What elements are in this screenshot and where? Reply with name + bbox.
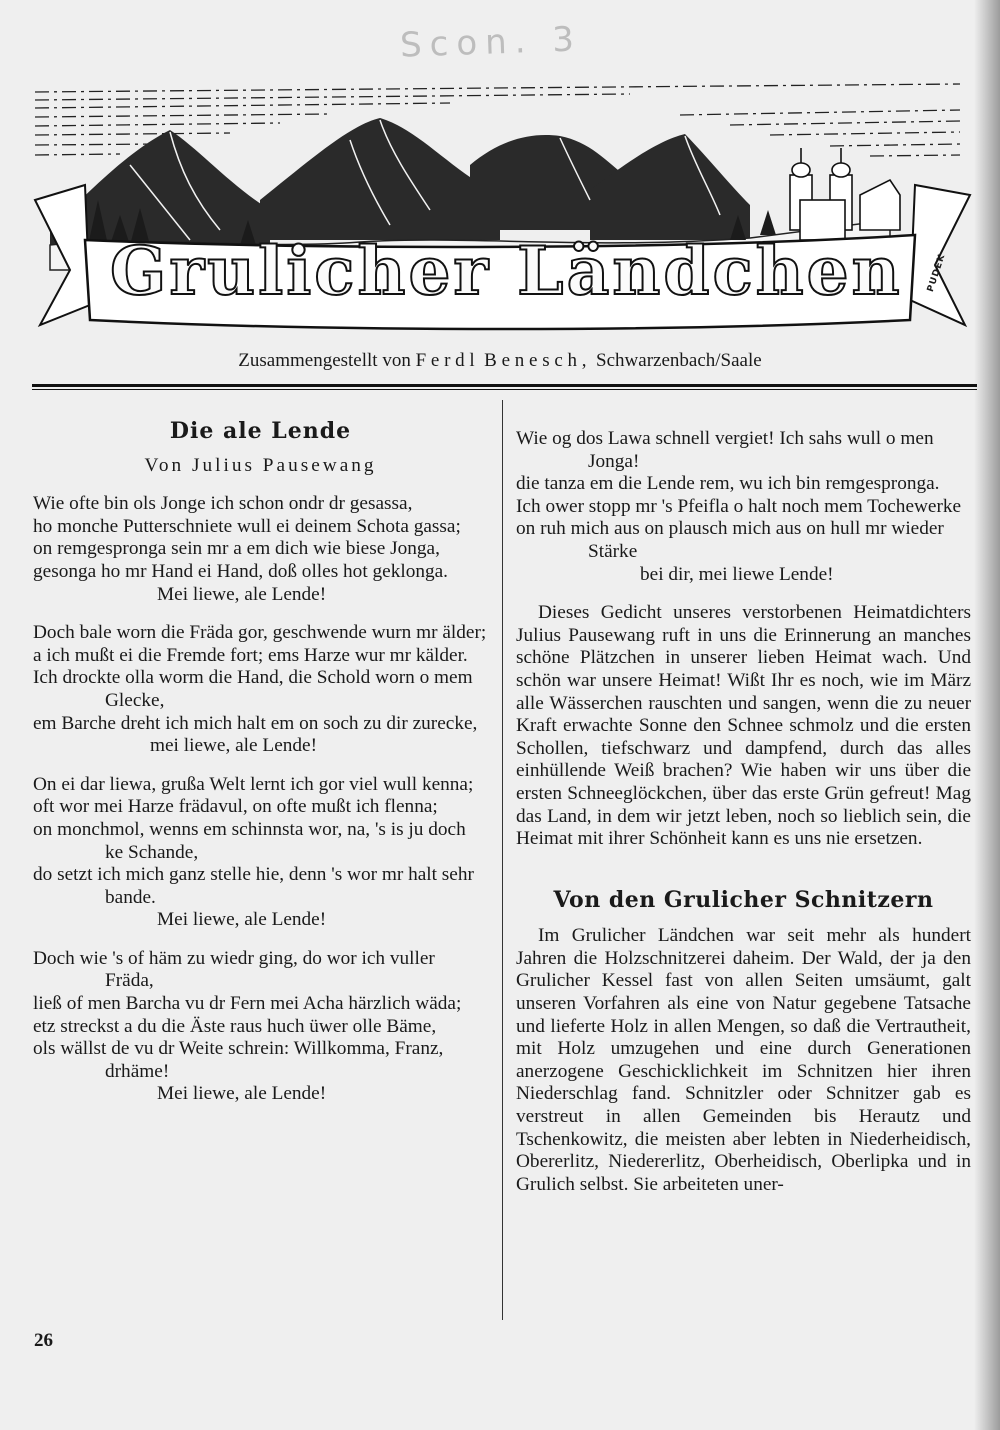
poem-line: Ich ower stopp mr 's Pfeifla o halt noch mem Tochewerke <box>516 495 962 517</box>
poem-line: a ich mußt ei die Fremde fort; ems Harze wur mr kälder. <box>33 644 468 666</box>
poem-line: on ruh mich aus on plausch mich aus on hull mr wieder Stärke <box>516 518 944 562</box>
poem-refrain: mei liewe, ale Lende! <box>150 735 318 757</box>
page-number: 26 <box>34 1330 53 1351</box>
poem-byline: Von Julius Pausewang <box>144 454 377 476</box>
poem-stanza <box>33 948 488 1106</box>
banner-title: Grulicher Ländchen <box>110 232 903 310</box>
poem-line: Ich drockte olla worm die Hand, die Schold worn o mem Glecke, <box>33 667 473 711</box>
poem-line: gesonga ho mr Hand ei Hand, doß olles hot geklonga. <box>33 560 448 582</box>
compiled-by-line: Zusammengestellt von F e r d l B e n e s c h , Schwarzenbach/Saale <box>238 350 762 371</box>
poem-stanza <box>33 622 488 758</box>
poem-refrain: Mei liewe, ale Lende! <box>157 909 327 931</box>
poem-line: on remgespronga sein mr a em dich wie biese Jonga, <box>33 538 440 560</box>
poem-title: Die ale Lende <box>169 418 352 444</box>
article-body: Im Grulicher Ländchen war seit mehr als hundert Jahren die Holzschnitzerei daheim. Der Wald, der ja den Grulicher Kessel fast von allen Seiten umsäumt, galt unseren Vorfahren als eine von Natur gegebene Tatsache und lieferte Holz in allen Mengen, so daß die Vertrautheit, mit Holz umzugehen und eine durch Generationen anerzogene Geschicklichkeit im Schnitzen hier ihren Niederschlag fand. Schnitzler oder Schnitzer gab es verstreut in allen Gemeinden bis Herautz und Tschenkowitz, die meisten aber lebten in Niederheidisch, Obererlitz, Niedererlitz, Oberheidisch, Oberlipka und in Grulich selbst. Sie arbeiteten uner- <box>516 925 971 1195</box>
poem-line: Doch bale worn die Fräda gor, geschwende wurn mr älder; <box>33 622 487 644</box>
artist-signature: PUDEK <box>925 252 948 294</box>
page-edge-shadow <box>974 0 1000 1430</box>
poem-stanza <box>516 428 971 586</box>
poem-line: ließ of men Barcha vu dr Fern mei Acha härzlich wäda; <box>33 993 462 1015</box>
poem-line: ho monche Putterschniete wull ei deinem Schota gassa; <box>33 515 461 537</box>
poem-line: etz streckst a du die Äste raus huch üwer olle Bäme, <box>33 1015 437 1037</box>
header-rule-thin <box>32 389 977 390</box>
header-rule <box>32 384 977 387</box>
poem-line: on monchmol, wenns em schinnsta wor, na, 's is ju doch ke Schande, <box>33 818 466 863</box>
poem-line: em Barche dreht ich mich halt em on soch zu dir zurecke, <box>33 712 478 734</box>
left-column <box>33 420 488 1106</box>
poem-line: Wie ofte bin ols Jonge ich schon ondr dr gesassa, <box>33 493 413 515</box>
poem-line: ols wällst de vu dr Weite schrein: Willkomma, Franz, drhäme! <box>33 1038 444 1082</box>
poem-line: Doch wie 's of häm zu wiedr ging, do wor ich vuller Fräda, <box>33 947 435 992</box>
poem-refrain: Mei liewe, ale Lende! <box>157 583 327 605</box>
poem-line: oft wor mei Harze frädavul, on ofte mußt ich flenna; <box>33 796 438 818</box>
poem-refrain: Mei liewe, ale Lende! <box>157 1083 327 1105</box>
poem-line: die tanza em die Lende rem, wu ich bin remgespronga. <box>516 473 940 495</box>
poem-line: do setzt ich mich ganz stelle hie, denn 's wor mr halt sehr bande. <box>33 864 474 908</box>
right-column <box>516 428 971 1196</box>
article-title: Von den Grulicher Schnitzern <box>553 886 934 913</box>
poem-stanza <box>33 493 488 606</box>
poem-stanza <box>33 774 488 932</box>
poem-line: Wie og dos Lawa schnell vergiet! Ich sahs wull o men Jonga! <box>516 428 934 472</box>
poem-commentary: Dieses Gedicht unseres verstorbenen Heimatdichters Julius Pausewang ruft in uns die Erinnerung an manches schöne Plätzchen in unserer lieben Heimat wach. Und schön war unsere Heimat! Wißt Ihr es noch, wie im März alle Wässerchen rauschten und sangen, wenn die zu neuer Kraft erwachte Sonne den Schnee schmolz und die ersten Schollen, tiefschwarz und dampfend, durch das alles einhüllende Weiß brachen? Wie haben wir uns über die ersten Schneeglöckchen, über das erste Grün gefreut! Mag das Land, in dem wir jetzt leben, noch so lieblich sein, die Heimat mit ihrer Schönheit kann es uns nie ersetzen. <box>516 602 971 850</box>
faded-stamp: Scon. 3 <box>399 19 583 66</box>
column-divider <box>502 400 503 1320</box>
poem-refrain: bei dir, mei liewe Lende! <box>640 563 834 585</box>
poem-line: On ei dar liewa, grußa Welt lernt ich gor viel wull kenna; <box>33 773 474 795</box>
